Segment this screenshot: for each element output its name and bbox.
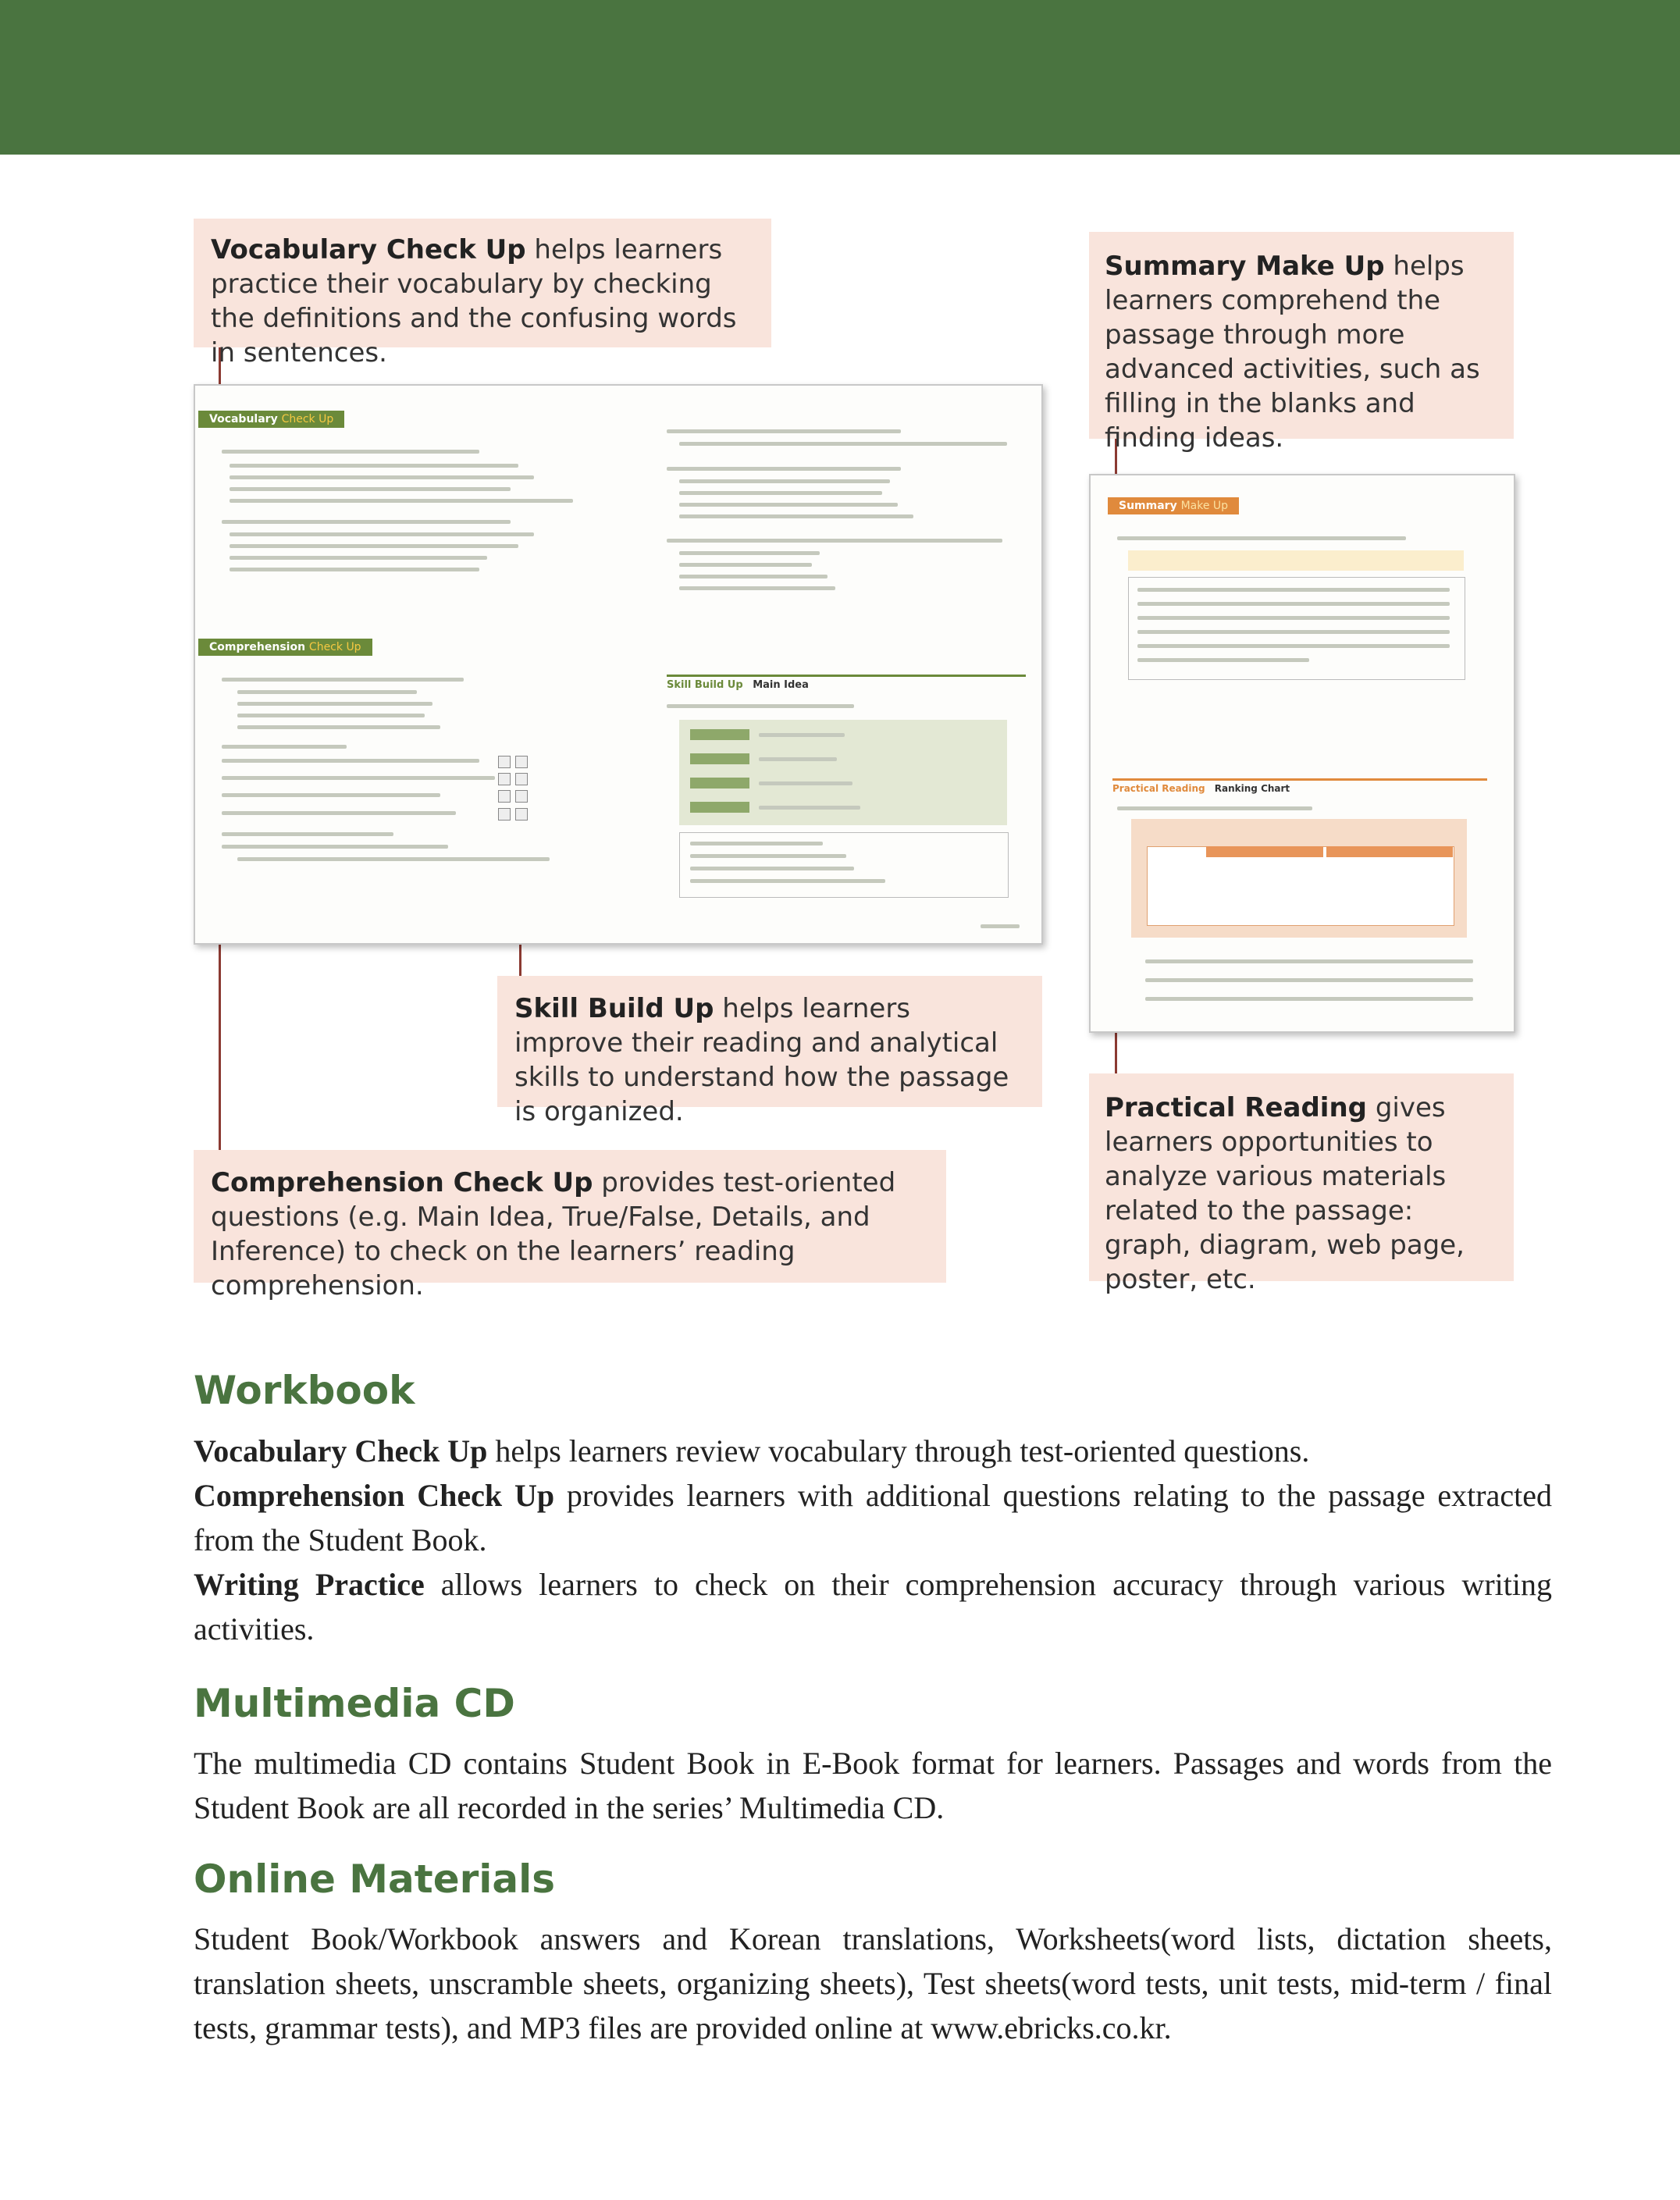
workbook-line-1-text: helps learners review vocabulary through test-oriented questions.	[487, 1433, 1310, 1468]
workbook-page-image	[1089, 474, 1515, 1033]
thumb-vocabulary-sub: Check Up	[281, 413, 334, 425]
callout-practical-body: gives learners opportunities to analyze various materials related to the passage: graph, diagram, web page, poster, etc.	[1105, 1092, 1465, 1295]
workbook-line-1-bold: Vocabulary Check Up	[194, 1433, 488, 1468]
thumb-summary-header	[1108, 497, 1239, 514]
callout-practical	[1089, 1073, 1514, 1295]
thumb-vocabulary-main: Vocabulary	[209, 413, 278, 425]
callout-skill-title: Skill Build Up	[514, 993, 714, 1024]
workbook-heading: Workbook	[194, 1368, 415, 1413]
thumb-skill-header	[667, 679, 809, 691]
workbook-line-1	[194, 1429, 1552, 1473]
thumb-summary-main: Summary	[1119, 500, 1177, 512]
workbook-text	[194, 1429, 1552, 1651]
callout-skill	[497, 976, 1042, 1127]
callout-comprehension	[194, 1150, 946, 1301]
thumb-comprehension-header	[198, 639, 372, 656]
workbook-line-2	[194, 1473, 1552, 1562]
thumb-practical-header	[1112, 783, 1290, 794]
workbook-line-3	[194, 1562, 1552, 1651]
online-text: Student Book/Workbook answers and Korean translations, Worksheets(word lists, dictation sheets, translation sheets, unscramble sheets, organizing sheets), Test sheets(word tests, unit tests, mid-term / final tests, grammar tests), and MP3 files are provided online at www.ebricks.co.kr.	[194, 1921, 1552, 2045]
workbook-line-3-text: allows learners to check on their comprehension accuracy through various writing activities.	[194, 1567, 1552, 1646]
header-band	[0, 0, 1680, 155]
callout-comprehension-title: Comprehension Check Up	[211, 1167, 593, 1198]
thumb-practical-main: Practical Reading	[1112, 783, 1205, 794]
callout-summary	[1089, 232, 1514, 454]
callout-comprehension-body: provides test-oriented questions (e.g. Main Idea, True/False, Details, and Inference) to check on the learners’ reading comprehension.	[211, 1167, 896, 1301]
callout-skill-body: helps learners improve their reading and analytical skills to understand how the passage is organized.	[514, 993, 1009, 1127]
callout-summary-title: Summary Make Up	[1105, 251, 1385, 282]
workbook-line-3-bold: Writing Practice	[194, 1567, 425, 1602]
thumb-comprehension-sub: Check Up	[308, 641, 361, 653]
multimedia-heading: Multimedia CD	[194, 1681, 515, 1726]
callout-vocabulary	[194, 219, 771, 368]
workbook-line-2-text: provides learners with additional questions relating to the passage extracted from the Student Book.	[194, 1478, 1552, 1557]
thumb-vocabulary-header	[198, 411, 344, 428]
callout-practical-title: Practical Reading	[1105, 1092, 1367, 1123]
workbook-line-2-bold: Comprehension Check Up	[194, 1478, 555, 1513]
online-heading: Online Materials	[194, 1856, 556, 1902]
thumb-practical-sub: Ranking Chart	[1214, 783, 1290, 794]
callout-vocabulary-body: helps learners practice their vocabulary by checking the definitions and the confusing words in sentences.	[211, 234, 737, 368]
thumb-skill-main: Skill Build Up	[667, 679, 743, 691]
multimedia-text: The multimedia CD contains Student Book in E-Book format for learners. Passages and words from the Student Book are all recorded in the series’ Multimedia CD.	[194, 1746, 1552, 1825]
thumb-skill-sub: Main Idea	[753, 679, 809, 691]
callout-vocabulary-title: Vocabulary Check Up	[211, 234, 526, 265]
thumb-summary-sub: Make Up	[1180, 500, 1229, 512]
student-book-spread-image	[194, 384, 1043, 945]
thumb-comprehension-main: Comprehension	[209, 641, 306, 653]
callout-summary-body: helps learners comprehend the passage through more advanced activities, such as filling in the blanks and finding ideas.	[1105, 251, 1480, 454]
